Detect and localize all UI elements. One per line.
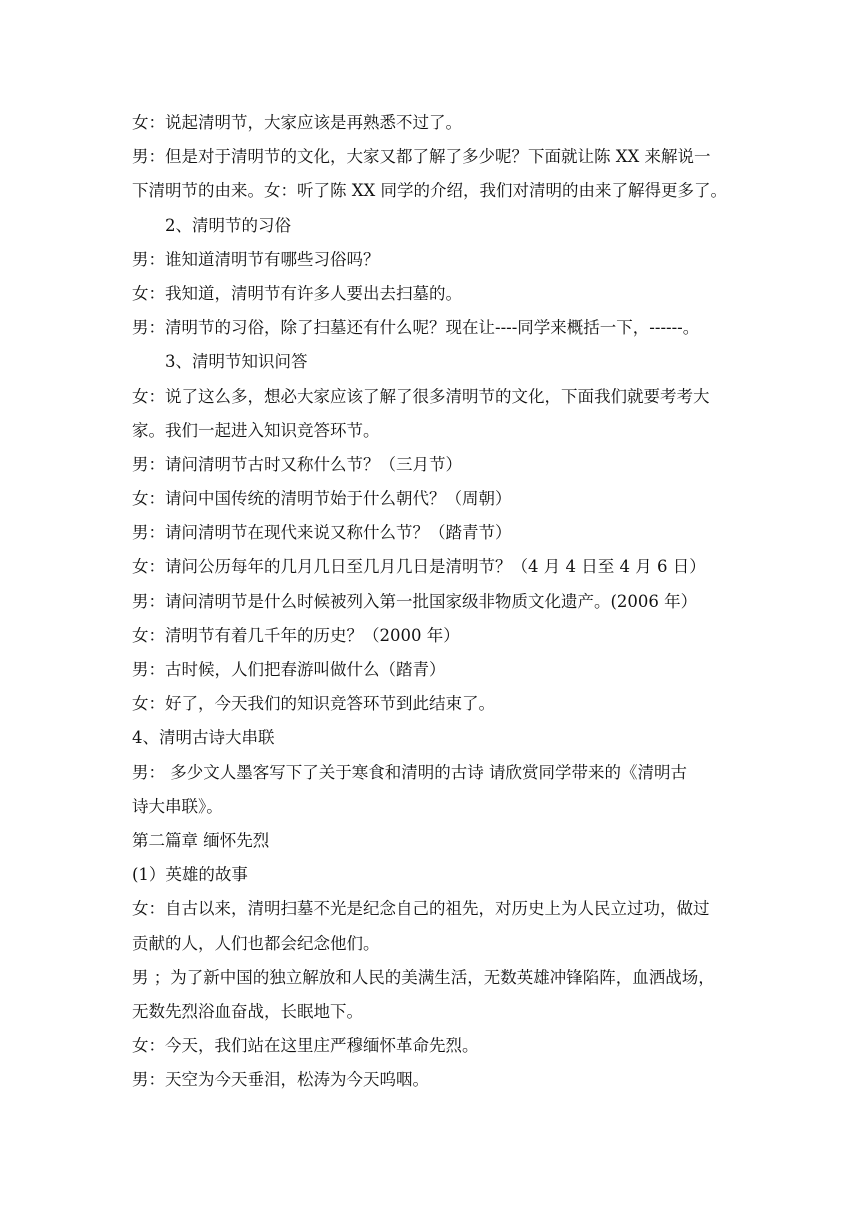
text-line: 贡献的人，人们也都会纪念他们。: [132, 933, 380, 953]
text-line: 男：但是对于清明节的文化，大家又都了解了多少呢？下面就让陈 XX 来解说一: [132, 147, 711, 167]
text-line: 下清明节的由来。女：听了陈 XX 同学的介绍，我们对清明的由来了解得更多了。: [132, 181, 727, 201]
document-body: [132, 106, 732, 1097]
section-heading: 3、清明节知识问答: [165, 352, 308, 372]
section-heading: 4、清明古诗大串联: [132, 728, 275, 748]
section-heading: (1）英雄的故事: [132, 865, 248, 885]
text-line: 女：说起清明节，大家应该是再熟悉不过了。: [132, 113, 462, 132]
section-heading: 2、清明节的习俗: [165, 215, 291, 235]
text-line: 女：我知道，清明节有许多人要出去扫墓的。: [132, 283, 462, 303]
text-line: 男：古时候，人们把春游叫做什么（踏青）: [132, 660, 446, 679]
text-line: 男： 多少文人墨客写下了关于寒食和清明的古诗 请欣赏同学带来的《清明古: [132, 762, 687, 782]
text-line: 女：今天，我们站在这里庄严穆缅怀革命先烈。: [132, 1036, 479, 1056]
text-line: 男：清明节的习俗，除了扫墓还有什么呢？现在让----同学来概括一下，------。: [132, 318, 700, 338]
text-line: 男：天空为今天垂泪，松涛为今天呜咽。: [132, 1070, 429, 1090]
text-line: 女：自古以来，清明扫墓不光是纪念自己的祖先，对历史上为人民立过功，做过: [132, 899, 710, 919]
text-line: 诗大串联》。: [132, 796, 223, 816]
chapter-heading: 第二篇章 缅怀先烈: [132, 830, 270, 850]
text-line: 家。我们一起进入知识竞答环节。: [132, 420, 380, 440]
text-line: 女：好了，今天我们的知识竞答环节到此结束了。: [132, 694, 495, 714]
text-line: 女：请问公历每年的几月几日至几月几日是清明节？（4 月 4 日至 4 月 6 日）: [132, 557, 706, 577]
text-line: 男：请问清明节在现代来说又称什么节？（踏青节）: [132, 523, 512, 543]
text-line: 男：请问清明节是什么时候被列入第一批国家级非物质文化遗产。(2006 年）: [132, 591, 698, 611]
text-line: 男 ；为了新中国的独立解放和人民的美满生活，无数英雄冲锋陷阵，血洒战场，: [132, 967, 715, 987]
text-line: 男：谁知道清明节有哪些习俗吗？: [132, 249, 380, 269]
text-line: 女：清明节有着几千年的历史？（2000 年）: [132, 625, 460, 645]
text-line: 女：说了这么多，想必大家应该了解了很多清明节的文化，下面我们就要考考大: [132, 386, 710, 406]
text-line: 无数先烈浴血奋战，长眠地下。: [132, 1001, 363, 1021]
text-line: 男：请问清明节古时又称什么节？（三月节）: [132, 454, 462, 474]
text-line: 女：请问中国传统的清明节始于什么朝代？（周朝）: [132, 489, 512, 509]
